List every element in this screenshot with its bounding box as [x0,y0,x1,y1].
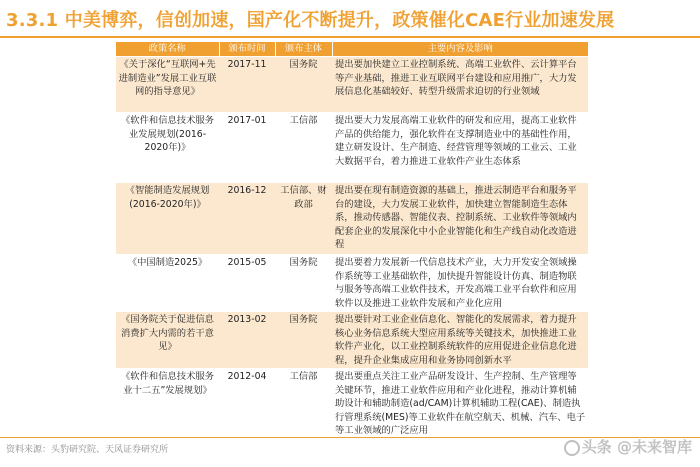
issue-date-cell: 2017-01 [219,113,275,183]
policy-name-cell: 《软件和信息技术服务业十二五”发展规划》 [116,369,219,439]
issue-date-cell: 2015-05 [219,255,275,312]
issue-date-cell: 2013-02 [219,312,275,369]
policy-name-cell: 《智能制造发展规划(2016-2020年)》 [116,183,219,255]
policy-name-cell: 《国务院关于促进信息消费扩大内需的若干意见》 [116,312,219,369]
table-row [116,183,588,255]
issuer-cell: 工信部 [275,369,332,439]
policy-name-cell: 《关于深化“互联网+先进制造业”发展工业互联网的指导意见》 [116,57,219,113]
issuer-cell: 国务院 [275,312,332,369]
content-cell: 提出要着力发展新一代信息技术产业，大力开发安全领域操作系统等工业基础软件，加快提升智能设计仿真、制造物联与服务等高端工业软件技术，开发高端工业平台软件和应用软件以及推进工业软件发展和产业化应用 [332,255,588,312]
content-cell: 提出要重点关注工业产品研发设计、生产控制、生产管理等关键环节，推进工业软件应用和产业化进程，推动计算机辅助设计和辅助制造(ad/CAM)计算机辅助工程(CAE)、制造执行管理系统(MES)等工业软件在航空航天、机械、汽车、电子等工业领域的广泛应用 [332,369,588,439]
source-note: 资料来源：头豹研究院、天风证券研究所 [6,445,169,455]
policy-name-cell: 《软件和信息技术服务业发展规划(2016-2020年)》 [116,113,219,183]
title-divider [0,36,700,38]
header-content: 主要内容及影响 [332,42,588,57]
table-row [116,255,588,312]
watermark-text: 头条 @未来智库 [581,438,692,456]
content-cell: 提出要加快建立工业控制系统、高端工业软件、云计算平台等产业基础，推进工业互联网平台建设和应用推广，大力发展信息化基础较好、转型升级需求迫切的行业领域 [332,57,588,113]
issue-date-cell: 2012-04 [219,369,275,439]
issue-date-cell: 2016-12 [219,183,275,255]
watermark-logo-icon [564,440,580,456]
content-cell: 提出要在现有制造资源的基础上，推进云制造平台和服务平台的建设，大力发展工业软件，加快建立智能制造生态体系，推动传感器、智能仪表、控制系统、工业软件等领域内配套企业的发展深化中小企业智能化和生产线自动化改造进程 [332,183,588,255]
issue-date-cell: 2017-11 [219,57,275,113]
issuer-cell: 国务院 [275,57,332,113]
watermark [564,436,692,457]
content-cell: 提出要大力发展高端工业软件的研发和应用，提高工业软件产品的供给能力，强化软件在支撑制造业中的基础性作用，建立研发设计、生产制造、经营管理等领域的工业云、工业大数据平台，着力推进工业软件产业生态体系 [332,113,588,183]
header-issuer: 颁布主体 [275,42,332,57]
section-title: 3.3.1 中美博弈，信创加速，国产化不断提升，政策催化CAE行业加速发展 [6,10,615,31]
policy-name-cell: 《中国制造2025》 [116,255,219,312]
table-header-row [116,42,588,57]
content-cell: 提出要针对工业企业信息化、智能化的发展需求，着力提升核心业务信息系统大型应用系统等关键技术，加快推进工业软件产业化，以工业控制系统软件的应用促进企业信息化进程，提升企业集成应用和业务协同创新水平 [332,312,588,369]
issuer-cell: 工信部 [275,113,332,183]
table-row [116,369,588,439]
table-row [116,113,588,183]
issuer-cell: 国务院 [275,255,332,312]
policy-table [116,42,588,439]
table-row [116,312,588,369]
header-issue-date: 颁布时间 [219,42,275,57]
table-row [116,57,588,113]
issuer-cell: 工信部、财政部 [275,183,332,255]
header-policy-name: 政策名称 [116,42,219,57]
